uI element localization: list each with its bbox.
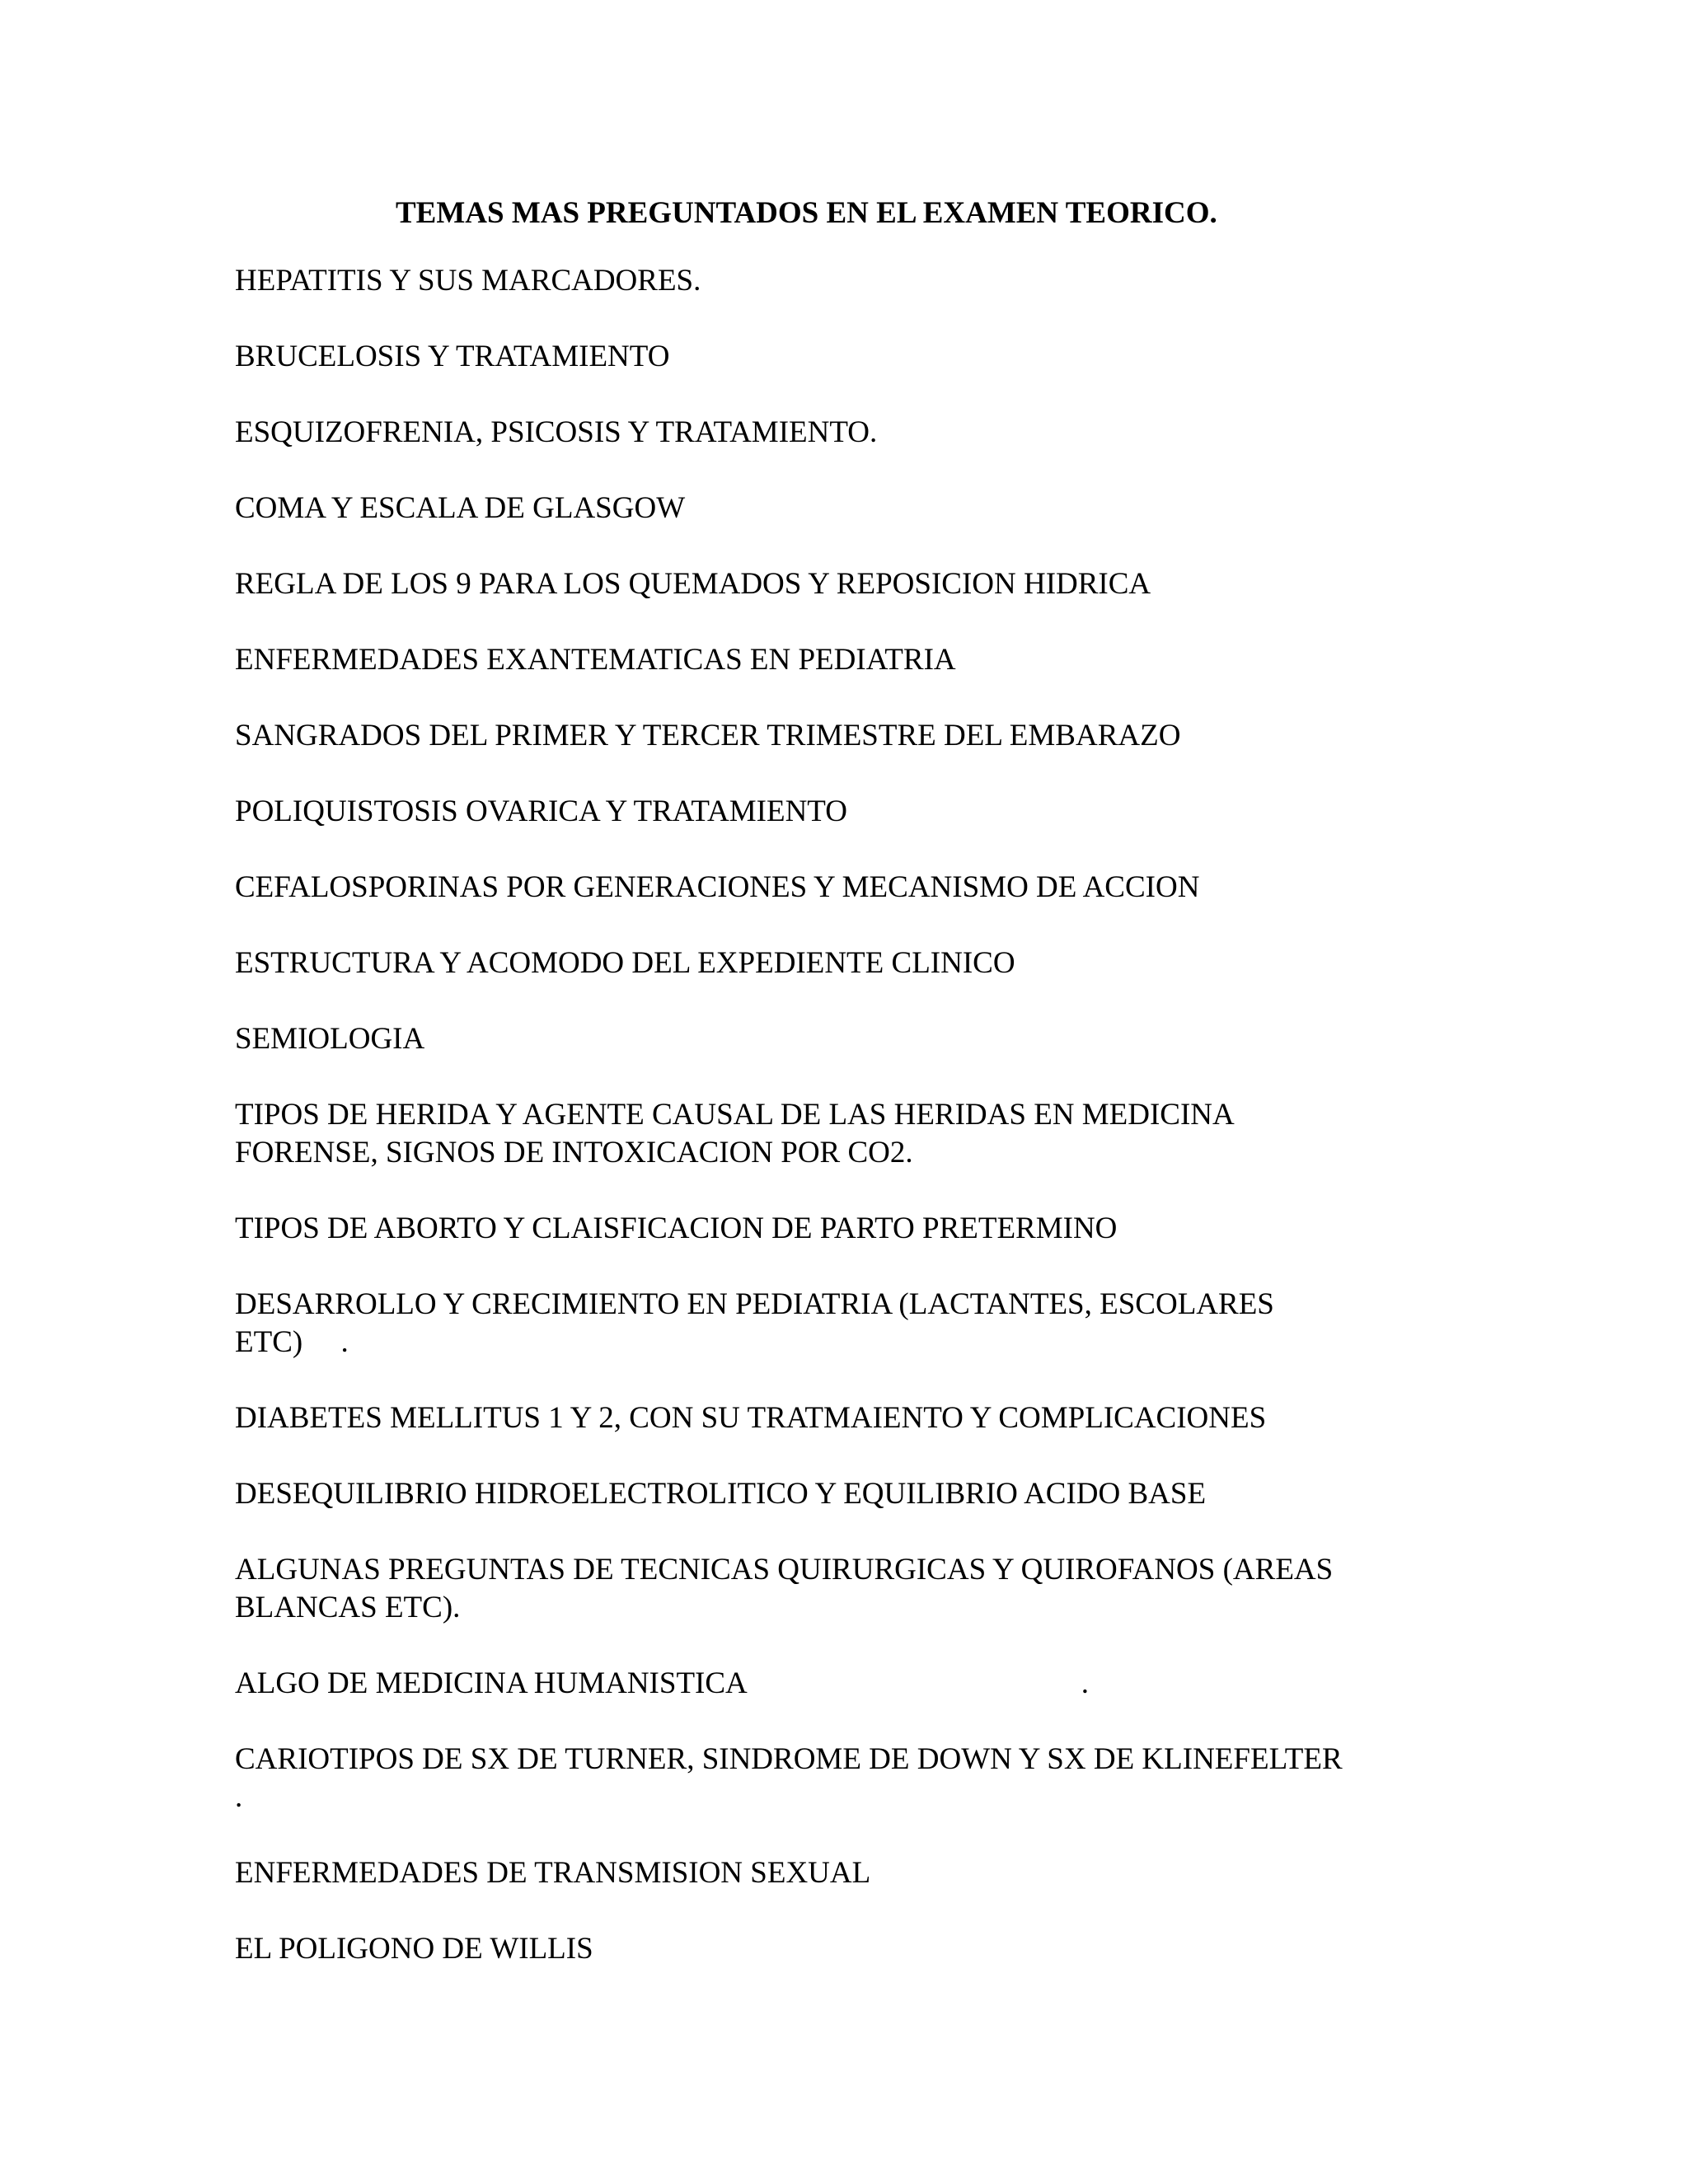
document-title: TEMAS MAS PREGUNTADOS EN EL EXAMEN TEORICO.: [396, 196, 1217, 230]
topic-item: POLIQUISTOSIS OVARICA Y TRATAMIENTO: [235, 794, 847, 828]
topic-item: TIPOS DE HERIDA Y AGENTE CAUSAL DE LAS HERIDAS EN MEDICINA FORENSE, SIGNOS DE INTOXICACION POR CO2.: [235, 1098, 1235, 1169]
topic-item: CARIOTIPOS DE SX DE TURNER, SINDROME DE DOWN Y SX DE KLINEFELTER .: [235, 1742, 1343, 1814]
topic-item: DIABETES MELLITUS 1 Y 2, CON SU TRATMAIENTO Y COMPLICACIONES: [235, 1401, 1267, 1435]
topic-list: [235, 262, 1441, 1968]
topic-item: ESQUIZOFRENIA, PSICOSIS Y TRATAMIENTO.: [235, 415, 878, 449]
topic-item: REGLA DE LOS 9 PARA LOS QUEMADOS Y REPOSICION HIDRICA: [235, 567, 1151, 601]
topic-item: ENFERMEDADES DE TRANSMISION SEXUAL: [235, 1856, 871, 1890]
topic-item: BRUCELOSIS Y TRATAMIENTO: [235, 340, 670, 373]
topic-item: HEPATITIS Y SUS MARCADORES.: [235, 264, 701, 298]
topic-item: SEMIOLOGIA: [235, 1022, 425, 1056]
topic-item: ENFERMEDADES EXANTEMATICAS EN PEDIATRIA: [235, 643, 956, 677]
topic-item: ESTRUCTURA Y ACOMODO DEL EXPEDIENTE CLINICO: [235, 946, 1015, 980]
topic-item: SANGRADOS DEL PRIMER Y TERCER TRIMESTRE DEL EMBARAZO: [235, 719, 1181, 752]
topic-item: EL POLIGONO DE WILLIS: [235, 1932, 593, 1966]
topic-item: DESEQUILIBRIO HIDROELECTROLITICO Y EQUILIBRIO ACIDO BASE: [235, 1477, 1207, 1511]
topic-item: DESARROLLO Y CRECIMIENTO EN PEDIATRIA (LACTANTES, ESCOLARES ETC) .: [235, 1287, 1274, 1359]
topic-item: COMA Y ESCALA DE GLASGOW: [235, 491, 686, 525]
topic-item: CEFALOSPORINAS POR GENERACIONES Y MECANISMO DE ACCION: [235, 870, 1200, 904]
topic-item: TIPOS DE ABORTO Y CLAISFICACION DE PARTO PRETERMINO: [235, 1212, 1118, 1245]
topic-item: ALGUNAS PREGUNTAS DE TECNICAS QUIRURGICAS Y QUIROFANOS (AREAS BLANCAS ETC).: [235, 1553, 1334, 1624]
topic-item: ALGO DE MEDICINA HUMANISTICA .: [235, 1666, 1089, 1700]
